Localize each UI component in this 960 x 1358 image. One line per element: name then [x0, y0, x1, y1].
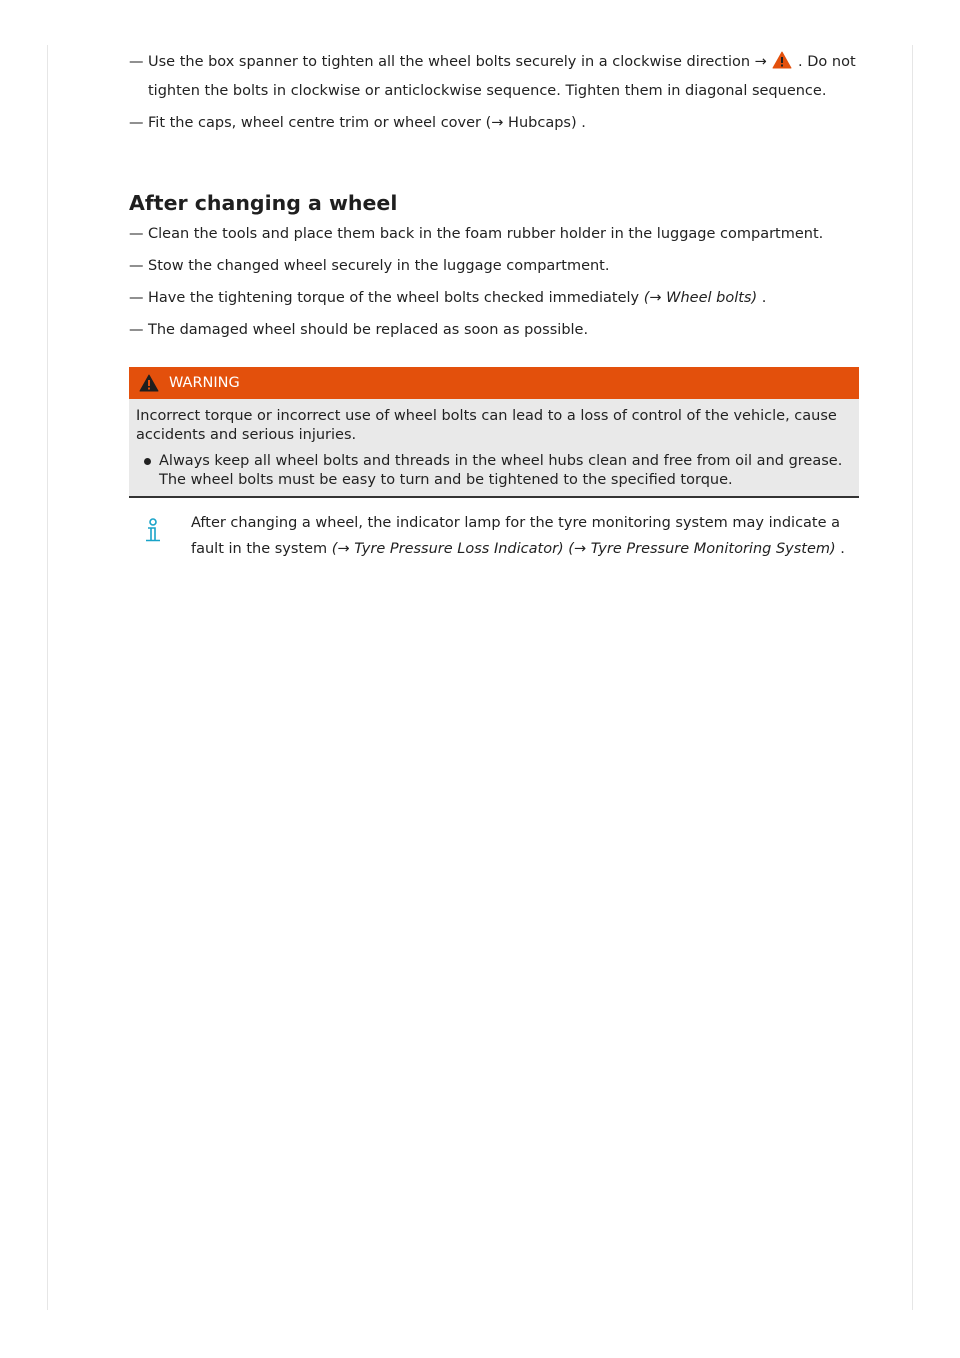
arrow-icon: →	[754, 54, 767, 70]
step-text: Fit the caps, wheel centre trim or wheel cover (	[148, 115, 492, 131]
tyre-pressure-loss-link[interactable]: (→ Tyre Pressure Loss Indicator)	[331, 541, 564, 557]
step-text: .	[757, 290, 767, 306]
step-tighten-bolts	[129, 49, 859, 104]
page-content	[129, 49, 859, 562]
warning-label: WARNING	[169, 375, 240, 391]
warning-box	[129, 367, 859, 498]
right-margin-rule	[912, 45, 913, 1310]
info-note	[129, 510, 859, 562]
step-dash: —	[129, 115, 144, 131]
step-dash: —	[129, 54, 144, 70]
step-clean-tools	[129, 221, 859, 247]
warning-triangle-icon	[139, 374, 159, 392]
warning-triangle-icon[interactable]	[772, 51, 792, 78]
step-text: Have the tightening torque of the wheel bolts checked immediately	[148, 290, 644, 306]
warning-text: Incorrect torque or incorrect use of wheel bolts can lead to a loss of control of the vehicle, cause accidents and serious injuries.	[136, 408, 837, 443]
bullet-icon	[144, 458, 151, 465]
step-dash: —	[129, 226, 144, 242]
step-stow-wheel	[129, 253, 859, 279]
left-margin-rule	[47, 45, 48, 1310]
section-title: After changing a wheel	[129, 191, 398, 215]
step-dash: —	[129, 322, 144, 338]
warning-bullet	[136, 452, 851, 490]
warning-body	[129, 399, 859, 496]
step-text: Stow the changed wheel securely in the luggage compartment.	[148, 258, 610, 274]
arrow-icon: →	[491, 115, 504, 131]
note-text: .	[835, 541, 845, 557]
step-text: Clean the tools and place them back in the foam rubber holder in the luggage compartment.	[148, 226, 824, 242]
info-icon	[144, 518, 162, 553]
step-fit-caps	[129, 110, 859, 136]
hubcaps-link[interactable]: Hubcaps) .	[503, 115, 586, 131]
warning-bullet-text: Always keep all wheel bolts and threads in the wheel hubs clean and free from oil and grease. The wheel bolts must be easy to turn and be tightened to the specified torque.	[159, 453, 843, 488]
note-text: After changing a wheel, the indicator lamp for the tyre monitoring system may indicate a fault in the system	[191, 515, 841, 557]
warning-header	[129, 367, 859, 399]
step-text: The damaged wheel should be replaced as soon as possible.	[148, 322, 589, 338]
tyre-pressure-monitoring-link[interactable]: (→ Tyre Pressure Monitoring System)	[563, 541, 836, 557]
step-check-torque	[129, 285, 859, 311]
wheel-bolts-link[interactable]: (→ Wheel bolts)	[643, 290, 758, 306]
step-text: . Do not tighten the bolts in clockwise or anticlockwise sequence. Tighten them in diagonal sequence.	[148, 54, 856, 99]
step-text: Use the box spanner to tighten all the wheel bolts securely in a clockwise direction	[148, 54, 755, 70]
step-dash: —	[129, 258, 144, 274]
step-dash: —	[129, 290, 144, 306]
step-replace-wheel	[129, 317, 859, 343]
